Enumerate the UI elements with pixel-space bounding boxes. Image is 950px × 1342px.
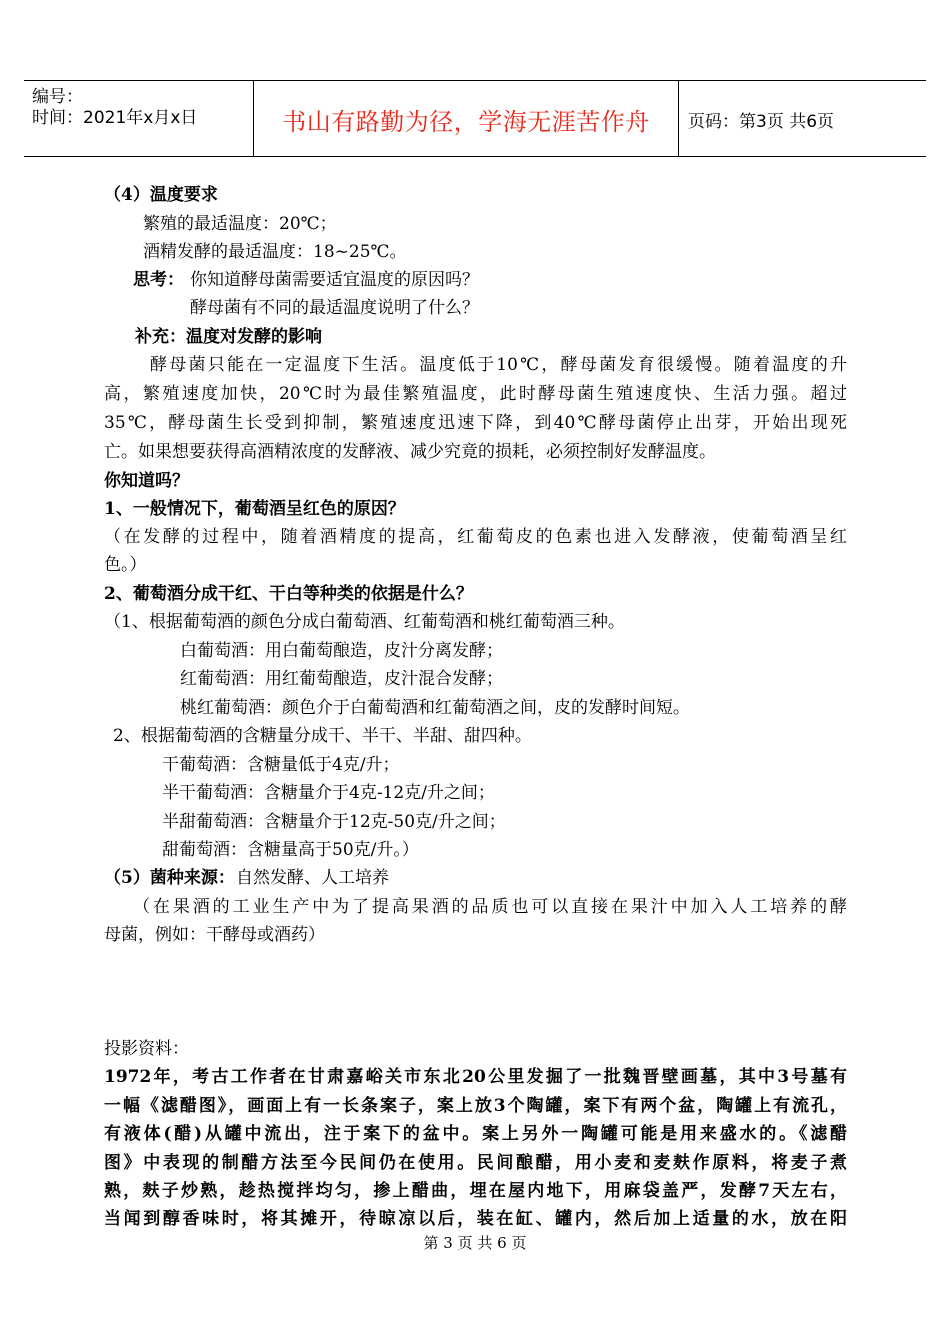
semi-dry-wine-line: 半干葡萄酒：含糖量介于4克-12克/升之间； xyxy=(162,783,495,803)
supplement-line-2: 高，繁殖速度加快，20℃时为最佳繁殖温度，此时酵母菌生殖速度快、生活力强。超过 xyxy=(104,384,847,404)
answer-1-line-2: 色。） xyxy=(104,555,147,575)
projection-material-title: 投影资料： xyxy=(104,1039,189,1059)
breeding-temperature: 繁殖的最适温度：20℃； xyxy=(143,214,337,234)
header-motto-cell xyxy=(254,81,679,156)
white-wine-line: 白葡萄酒：用白葡萄酿造，皮汁分离发酵； xyxy=(180,641,503,661)
answer-1-line-1: （在发酵的过程中，随着酒精度的提高，红葡萄皮的色素也进入发酵液，使葡萄酒呈红 xyxy=(104,527,847,547)
answer-2-color-intro: （1、根据葡萄酒的颜色分成白葡萄酒、红葡萄酒和桃红葡萄酒三种。 xyxy=(104,612,625,632)
document-number-label: 编号： xyxy=(32,87,83,107)
supplement-line-1: 酵母菌只能在一定温度下生活。温度低于10℃，酵母菌发育很缓慢。随着温度的升 xyxy=(150,355,847,375)
fermentation-temperature: 酒精发酵的最适温度：18~25℃。 xyxy=(143,242,407,262)
sweet-wine-line: 甜葡萄酒：含糖量高于50克/升。） xyxy=(162,840,419,860)
projection-line-2: 一幅《滤醋图》，画面上有一长条案子，案上放3个陶罐，案下有两个盆，陶罐上有流孔， xyxy=(104,1096,847,1116)
rose-wine-line: 桃红葡萄酒：颜色介于白葡萄酒和红葡萄酒之间，皮的发酵时间短。 xyxy=(180,698,690,718)
supplement-title: 补充：温度对发酵的影响 xyxy=(135,327,322,347)
question-1: 1、一般情况下，葡萄酒呈红色的原因？ xyxy=(104,499,405,519)
section-5-text: 自然发酵、人工培养 xyxy=(236,868,389,888)
did-you-know-title: 你知道吗？ xyxy=(104,471,189,491)
header-page-info: 页码：第3页 共6页 xyxy=(688,112,835,132)
document-time-label: 时间：2021年x月x日 xyxy=(32,108,198,128)
question-2: 2、葡萄酒分成干红、干白等种类的依据是什么？ xyxy=(104,584,473,604)
page-header xyxy=(24,80,926,157)
motto: 书山有路勤为径，学海无涯苦作舟 xyxy=(282,108,650,136)
dry-wine-line: 干葡萄酒：含糖量低于4克/升； xyxy=(162,755,400,775)
header-meta xyxy=(24,81,254,156)
projection-line-5: 熟，麸子炒熟，趁热搅拌均匀，掺上醋曲，埋在屋内地下，用麻袋盖严，发酵7天左右， xyxy=(104,1181,847,1201)
header-page-cell xyxy=(679,81,926,156)
think-question-1: 你知道酵母菌需要适宜温度的原因吗？ xyxy=(190,270,479,290)
think-label: 思考： xyxy=(133,270,184,290)
projection-line-6: 当闻到醇香味时，将其摊开，待晾凉以后，装在缸、罐内，然后加上适量的水，放在阳 xyxy=(104,1209,847,1229)
supplement-line-3: 35℃，酵母菌生长受到抑制，繁殖速度迅速下降，到40℃酵母菌停止出芽，开始出现死 xyxy=(104,413,847,433)
supplement-line-4: 亡。如果想要获得高酒精浓度的发酵液、减少究竟的损耗，必须控制好发酵温度。 xyxy=(104,442,716,462)
semi-sweet-wine-line: 半甜葡萄酒：含糖量介于12克-50克/升之间； xyxy=(162,812,506,832)
red-wine-line: 红葡萄酒：用红葡萄酿造，皮汁混合发酵； xyxy=(180,669,503,689)
section-4-title: （4）温度要求 xyxy=(104,185,218,205)
projection-line-1: 1972年，考古工作者在甘肃嘉峪关市东北20公里发掘了一批魏晋壁画墓，其中3号墓有 xyxy=(104,1067,847,1087)
section-5-line-1: （在果酒的工业生产中为了提高果酒的品质也可以直接在果汁中加入人工培养的酵 xyxy=(133,897,847,917)
section-5-line-2: 母菌，例如：干酵母或酒药） xyxy=(104,925,325,945)
projection-line-4: 图》中表现的制醋方法至今民间仍在使用。民间酿醋，用小麦和麦麸作原料，将麦子煮 xyxy=(104,1153,847,1173)
think-question-2: 酵母菌有不同的最适温度说明了什么？ xyxy=(190,298,479,318)
page-footer: 第 3 页 共 6 页 xyxy=(423,1234,527,1252)
projection-line-3: 有液体(醋)从罐中流出，注于案下的盆中。案上另外一陶罐可能是用来盛水的。《滤醋 xyxy=(104,1124,847,1144)
section-5-title: （5）菌种来源： xyxy=(104,868,235,888)
answer-2-sugar-intro: 2、根据葡萄酒的含糖量分成干、半干、半甜、甜四种。 xyxy=(113,726,532,746)
